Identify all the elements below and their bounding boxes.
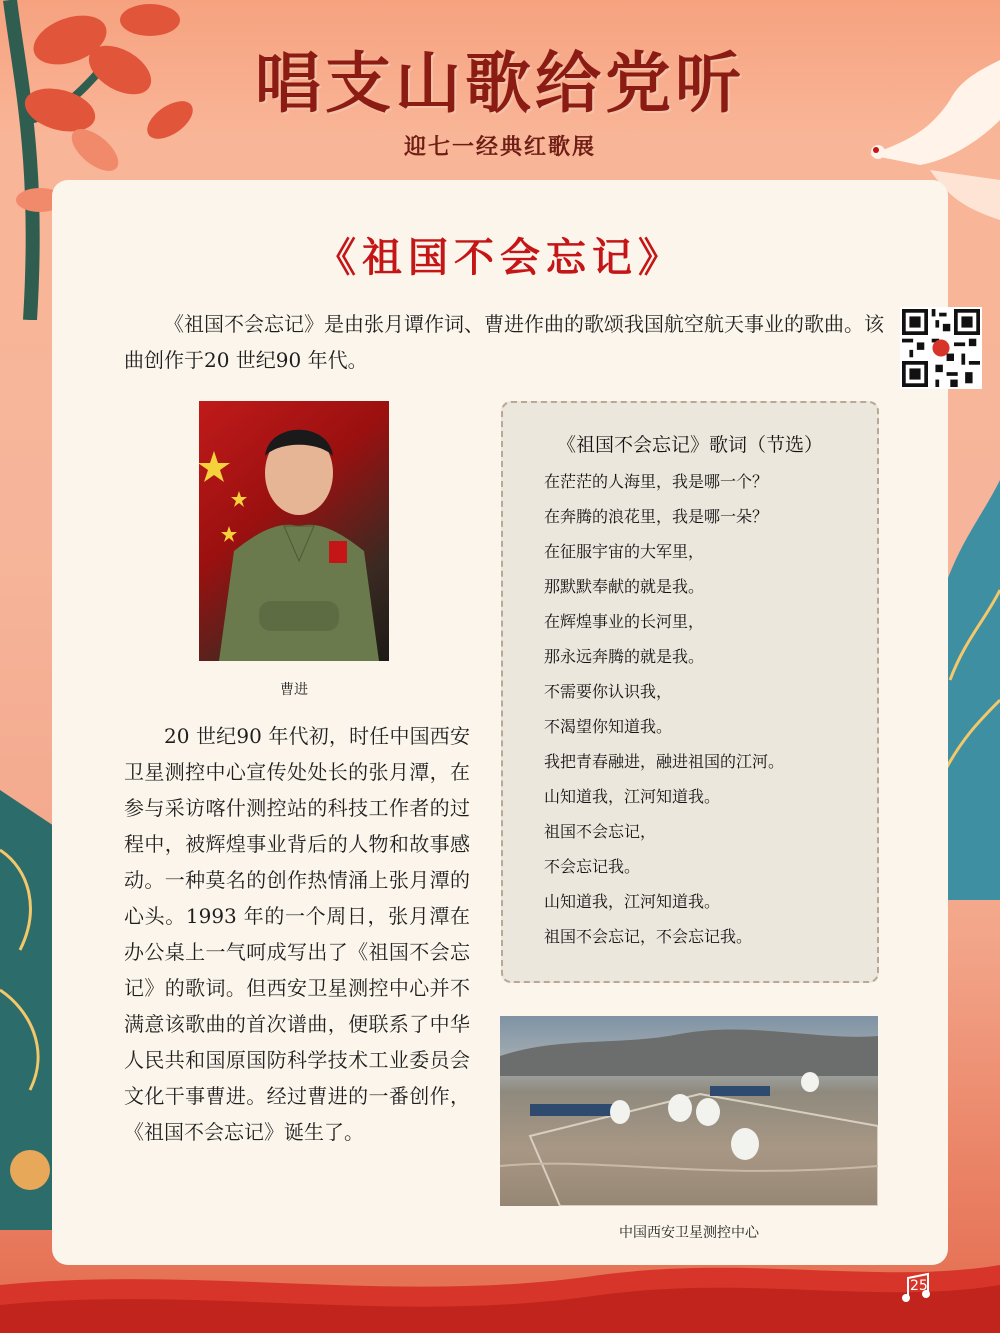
- lyric-line: 在辉煌事业的长河里，: [544, 612, 705, 631]
- lyric-line: 不需要你认识我，: [544, 682, 673, 701]
- lyric-line: 山知道我，江河知道我。: [544, 892, 721, 911]
- intro-paragraph: 《祖国不会忘记》是由张月谭作词、曹进作曲的歌颂我国航空航天事业的歌曲。该曲创作于20 世纪90 年代。: [124, 312, 884, 372]
- portrait-caption: 曹进: [280, 682, 308, 698]
- lyrics-list: [544, 470, 784, 960]
- lyric-line: 祖国不会忘记，: [544, 822, 657, 841]
- lyrics-heading: 《祖国不会忘记》歌词（节选）: [556, 434, 823, 456]
- page-number: [900, 1268, 990, 1308]
- header-subtitle: 迎七一经典红歌展: [403, 135, 596, 160]
- header-title: 唱支山歌给党听: [255, 44, 745, 122]
- lyric-line: 山知道我，江河知道我。: [544, 787, 721, 806]
- lyric-line: 那默默奉献的就是我。: [544, 577, 705, 596]
- lyric-line: 那永远奔腾的就是我。: [544, 647, 705, 666]
- lyric-line: 不渴望你知道我。: [544, 717, 673, 736]
- lyric-line: 在奔腾的浪花里，我是哪一朵？: [544, 507, 769, 526]
- station-caption: 中国西安卫星测控中心: [619, 1225, 759, 1241]
- lyric-line: 在茫茫的人海里，我是哪一个？: [544, 472, 769, 491]
- bottom-wave-decoration: [0, 1255, 1000, 1333]
- lyric-line: 在征服宇宙的大军里，: [544, 542, 705, 561]
- lyric-line: 我把青春融进，融进祖国的江河。: [544, 752, 785, 771]
- station-photo: [500, 1016, 878, 1206]
- portrait-photo: [199, 401, 389, 661]
- lyric-line: 祖国不会忘记，不会忘记我。: [544, 927, 753, 946]
- page-number-text: 25: [910, 1278, 928, 1294]
- qr-code-icon[interactable]: [900, 307, 982, 389]
- wave-decoration: [0, 790, 60, 1230]
- mountain-decoration: [940, 480, 1000, 900]
- article-title: 《祖国不会忘记》: [316, 234, 684, 281]
- lyric-line: 不会忘记我。: [544, 857, 641, 876]
- story-paragraph: 20 世纪90 年代初，时任中国西安卫星测控中心宣传处处长的张月潭，在参与采访喀什测控站的科技工作者的过程中，被辉煌事业背后的人物和故事感动。一种莫名的创作热情涌上张月潭的心头。1993 年的一个周日，张月潭在办公桌上一气呵成写出了《祖国不会忘记》的歌词。但西安卫星测控中心并不满意该歌曲的首次谱曲，便联系了中华人民共和国原国防科学技术工业委员会文化干事曹进。经过曹进的一番创作，《祖国不会忘记》诞生了。: [124, 724, 470, 1144]
